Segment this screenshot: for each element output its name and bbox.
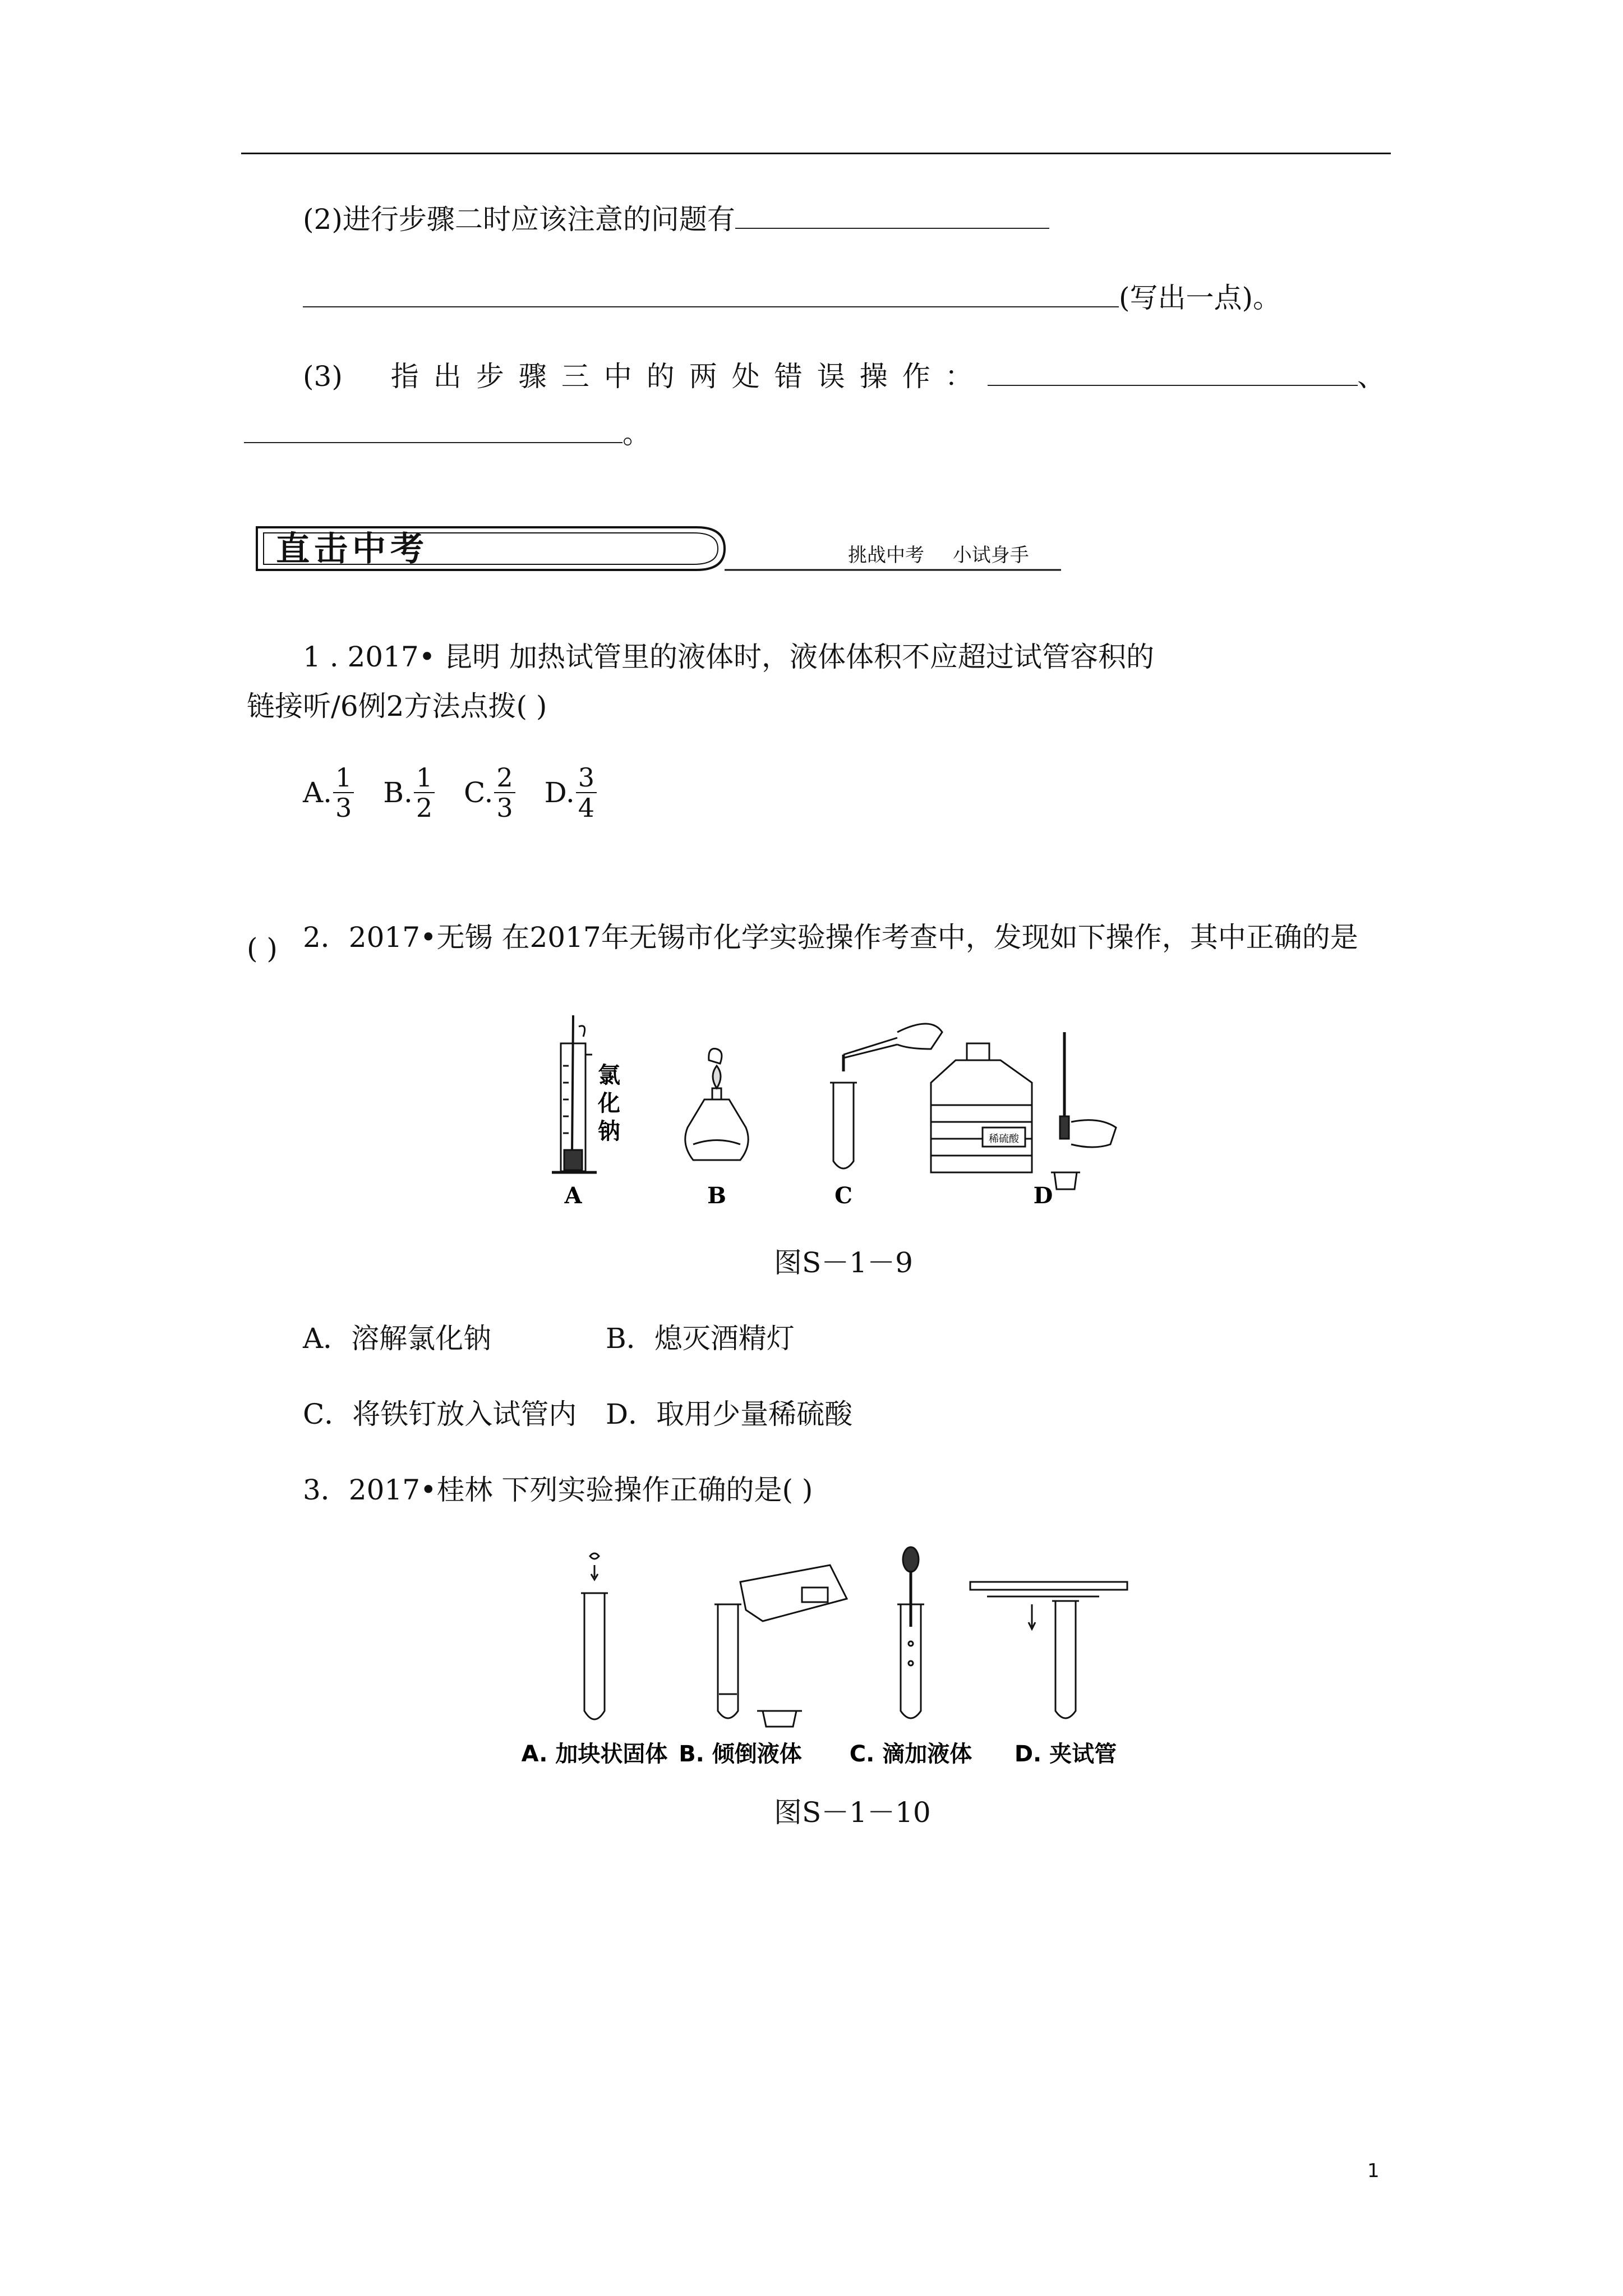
fig10-label-b: B. 倾倒液体 bbox=[679, 1741, 802, 1767]
pouring-bottle-icon bbox=[714, 1565, 847, 1727]
page-number: 1 bbox=[1367, 2160, 1380, 2182]
figure-s-1-9 bbox=[538, 1010, 1144, 1209]
reagent-bottle-icon bbox=[931, 1043, 1032, 1172]
q1-options bbox=[303, 763, 617, 822]
fig9-label-c: C bbox=[834, 1182, 852, 1209]
q1-option-c-fraction: $\frac{2}{3}$ bbox=[494, 763, 515, 822]
q3-sep: 、 bbox=[1357, 360, 1385, 393]
fig10-label-c: C. 滴加液体 bbox=[849, 1741, 972, 1767]
graduated-cylinder-icon bbox=[552, 1015, 597, 1172]
q2-answer-blank-2[interactable] bbox=[303, 282, 1119, 307]
test-tube-tweezers-icon bbox=[830, 1024, 942, 1168]
banner-subtitle-a: 挑战中考 bbox=[848, 544, 924, 567]
q1-option-d[interactable]: D. $\frac{3}{4}$ bbox=[545, 763, 600, 822]
test-tube-solid-icon bbox=[581, 1553, 608, 1719]
q3-answer-blank-1[interactable] bbox=[988, 360, 1358, 386]
q3-answer-blank-2[interactable] bbox=[244, 417, 623, 443]
q2-option-d[interactable]: D．取用少量稀硫酸 bbox=[606, 1398, 853, 1430]
fig9-label-a: A bbox=[564, 1182, 582, 1209]
alcohol-lamp-icon bbox=[685, 1048, 748, 1160]
q1-line-1: 1 . 2017• 昆明 加热试管里的液体时，液体体积不应超过试管容积的 bbox=[303, 641, 1155, 673]
q1-option-b[interactable]: B. $\frac{1}{2}$ bbox=[383, 763, 438, 822]
q2-option-a[interactable]: A．溶解氯化钠 bbox=[303, 1322, 492, 1355]
fig9-label-b: B bbox=[707, 1182, 726, 1209]
banner-title: 直击中考 bbox=[276, 530, 428, 569]
banner-subtitle-b: 小试身手 bbox=[952, 544, 1029, 567]
q3-end: 。 bbox=[623, 417, 651, 450]
q2-answer-blank-1[interactable] bbox=[735, 203, 1049, 229]
q1-option-d-fraction: $\frac{3}{4}$ bbox=[576, 763, 597, 822]
beaker-text-1: 氯 bbox=[598, 1062, 620, 1088]
q1-line-2: 链接听/6例2方法点拨( ) bbox=[247, 690, 547, 723]
q1-option-a-fraction: $\frac{1}{3}$ bbox=[333, 763, 354, 822]
q2-line-1: 2．2017•无锡 在2017年无锡市化学实验操作考查中，发现如下操作，其中正确的是 bbox=[303, 921, 1358, 954]
q3-label: (3) bbox=[303, 360, 343, 393]
figure-s-1-10-caption: 图S－1－10 bbox=[774, 1796, 931, 1829]
beaker-text-3: 钠 bbox=[598, 1119, 620, 1144]
q1-option-c[interactable]: C. $\frac{2}{3}$ bbox=[464, 763, 519, 822]
tube-holder-icon bbox=[970, 1582, 1127, 1718]
q3-prev-line-2 bbox=[244, 416, 651, 451]
beaker-text-2: 化 bbox=[598, 1091, 620, 1116]
dropper-tube-icon bbox=[897, 1547, 924, 1718]
fig10-label-d: D. 夹试管 bbox=[1014, 1741, 1117, 1767]
banner-subtitle bbox=[848, 544, 1029, 567]
fig10-label-a: A. 加块状固体 bbox=[521, 1741, 668, 1767]
q3-line-1: 3．2017•桂林 下列实验操作正确的是( ) bbox=[303, 1474, 813, 1506]
q2-prev-line bbox=[303, 202, 1049, 237]
q1-option-b-fraction: $\frac{1}{2}$ bbox=[414, 763, 435, 822]
q2-suffix: (写出一点)。 bbox=[1119, 282, 1281, 314]
figure-s-1-9-caption: 图S－1－9 bbox=[774, 1246, 913, 1279]
fig9-label-d: D bbox=[1033, 1182, 1053, 1209]
header-rule bbox=[241, 153, 1391, 154]
figure-s-1-10 bbox=[521, 1543, 1144, 1767]
figure-s-1-9-drawing bbox=[538, 1010, 1144, 1209]
q1-option-a[interactable]: A. $\frac{1}{3}$ bbox=[303, 763, 357, 822]
q2-prefix: (2)进行步骤二时应该注意的问题有 bbox=[303, 203, 735, 236]
q2-prev-line-2 bbox=[303, 280, 1281, 315]
q2-option-c[interactable]: C．将铁钉放入试管内 bbox=[303, 1398, 577, 1430]
section-banner bbox=[253, 522, 1067, 583]
bottle-label: 稀硫酸 bbox=[989, 1133, 1019, 1145]
q3-text: 指出步骤三中的两处错误操作： bbox=[390, 360, 988, 393]
q2-line-2-visible: ( ) bbox=[247, 932, 278, 965]
dropper-hand-icon bbox=[1051, 1032, 1116, 1189]
q2-option-b[interactable]: B．熄灭酒精灯 bbox=[606, 1322, 795, 1355]
figure-s-1-10-drawing bbox=[521, 1543, 1144, 1767]
q3-prev-line bbox=[303, 359, 1385, 394]
